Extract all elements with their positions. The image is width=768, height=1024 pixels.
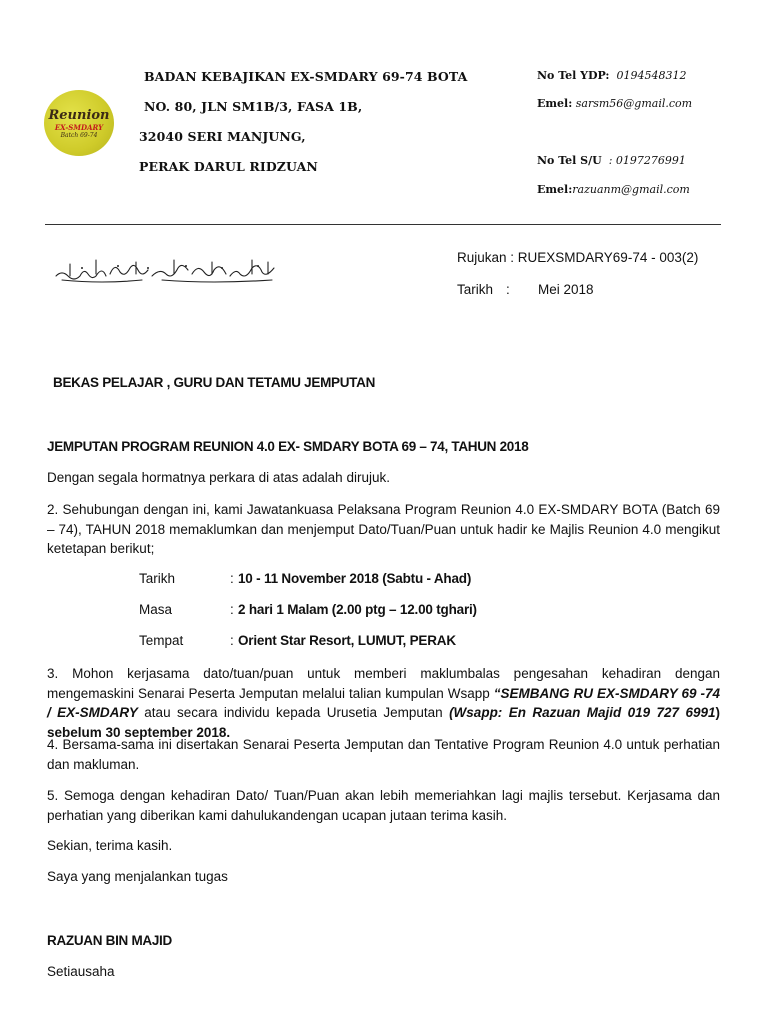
detail-label-masa: Masa: [139, 602, 173, 617]
logo-batch: Batch 69-74: [60, 132, 98, 139]
date-label: Tarikh: [457, 282, 494, 297]
tel-ydp-label: No Tel YDP:: [537, 69, 610, 82]
email-1: [537, 97, 692, 110]
subject-heading: JEMPUTAN PROGRAM REUNION 4.0 EX- SMDARY BOTA 69 – 74, TAHUN 2018: [47, 439, 529, 454]
paragraph-4: 4. Bersama-sama ini disertakan Senarai Peserta Jemputan dan Tentative Program Reunion 4.0 untuk perhatian dan makluman.: [47, 737, 720, 772]
detail-sep-masa: :: [230, 602, 234, 617]
email-2-value: razuanm@gmail.com: [572, 183, 690, 196]
header-divider: [45, 224, 721, 225]
email-2-label: Emel:: [537, 183, 573, 196]
paragraph-2: 2. Sehubungan dengan ini, kami Jawatankuasa Pelaksana Program Reunion 4.0 EX-SMDARY BOTA (Batch 69 – 74), TAHUN 2018 memaklumkan dan menjemput Dato/Tuan/Puan untuk hadir ke Majlis Reunion 4.0 mengikut ketetapan berikut;: [47, 502, 720, 556]
tel-su: [537, 154, 686, 167]
paragraph-3: [47, 664, 720, 742]
email-1-label: Emel:: [537, 97, 573, 110]
logo-subtext: EX-SMDARY: [54, 123, 104, 132]
tel-su-label: No Tel S/U: [537, 154, 602, 167]
closing-thanks: Sekian, terima kasih.: [47, 838, 173, 853]
paragraph-3-part1: 3. Mohon kerjasama dato/tuan/puan untuk memberi maklumbalas pengesahan kehadiran dengan mengemaskini Senarai Peserta Jemputan melalui talian kumpulan Wsapp: [47, 666, 720, 701]
closing-duty: Saya yang menjalankan tugas: [47, 869, 228, 884]
reunion-logo: [44, 90, 114, 156]
paragraph-3-deadline: ) sebelum 30 september 2018.: [47, 705, 720, 740]
tel-ydp: [537, 69, 686, 82]
detail-value-masa: 2 hari 1 Malam (2.00 ptg – 12.00 tghari): [238, 602, 477, 617]
signatory-position: Setiausaha: [47, 964, 115, 979]
paragraph-1: Dengan segala hormatnya perkara di atas adalah dirujuk.: [47, 470, 390, 485]
whatsapp-group-name: “SEMBANG RU EX-SMDARY 69 -74 / EX-SMDARY: [47, 685, 720, 720]
email-1-value: sarsm56@gmail.com: [575, 97, 693, 110]
detail-label-tempat: Tempat: [139, 633, 184, 648]
reference-number: Rujukan : RUEXSMDARY69-74 - 003(2): [457, 250, 699, 265]
detail-sep-tempat: :: [230, 633, 234, 648]
signatory-name: RAZUAN BIN MAJID: [47, 933, 172, 948]
detail-value-tarikh: 10 - 11 November 2018 (Sabtu - Ahad): [238, 571, 472, 586]
paragraph-5: 5. Semoga dengan kehadiran Dato/ Tuan/Puan akan lebih memeriahkan lagi majlis tersebut. Kerjasama dan perhatian yang diberikan kami dahulukandengan ucapan jutaan terima kasih.: [47, 788, 720, 823]
logo-text: Reunion: [48, 108, 110, 123]
detail-value-tempat: Orient Star Resort, LUMUT, PERAK: [238, 633, 456, 648]
salam-calligraphy-icon: [52, 254, 280, 284]
paragraph-3-part2: atau secara individu kepada Urusetia Jemputan: [137, 705, 450, 720]
address-line-3: PERAK DARUL RIDZUAN: [139, 159, 318, 174]
org-name: BADAN KEBAJIKAN EX-SMDARY 69-74 BOTA: [144, 69, 468, 84]
email-2: [537, 183, 690, 196]
detail-sep-tarikh: :: [230, 571, 234, 586]
address-line-1: NO. 80, JLN SM1B/3, FASA 1B,: [144, 99, 363, 114]
tel-su-value: : 0197276991: [608, 154, 686, 167]
date-value: Mei 2018: [538, 282, 594, 297]
address-line-2: 32040 SERI MANJUNG,: [139, 129, 306, 144]
secretariat-contact: (Wsapp: En Razuan Majid 019 727 6991: [449, 705, 716, 720]
tel-ydp-value: 0194548312: [616, 69, 687, 82]
recipient: BEKAS PELAJAR , GURU DAN TETAMU JEMPUTAN: [53, 375, 376, 390]
detail-label-tarikh: Tarikh: [139, 571, 176, 586]
date-separator: :: [506, 282, 510, 297]
